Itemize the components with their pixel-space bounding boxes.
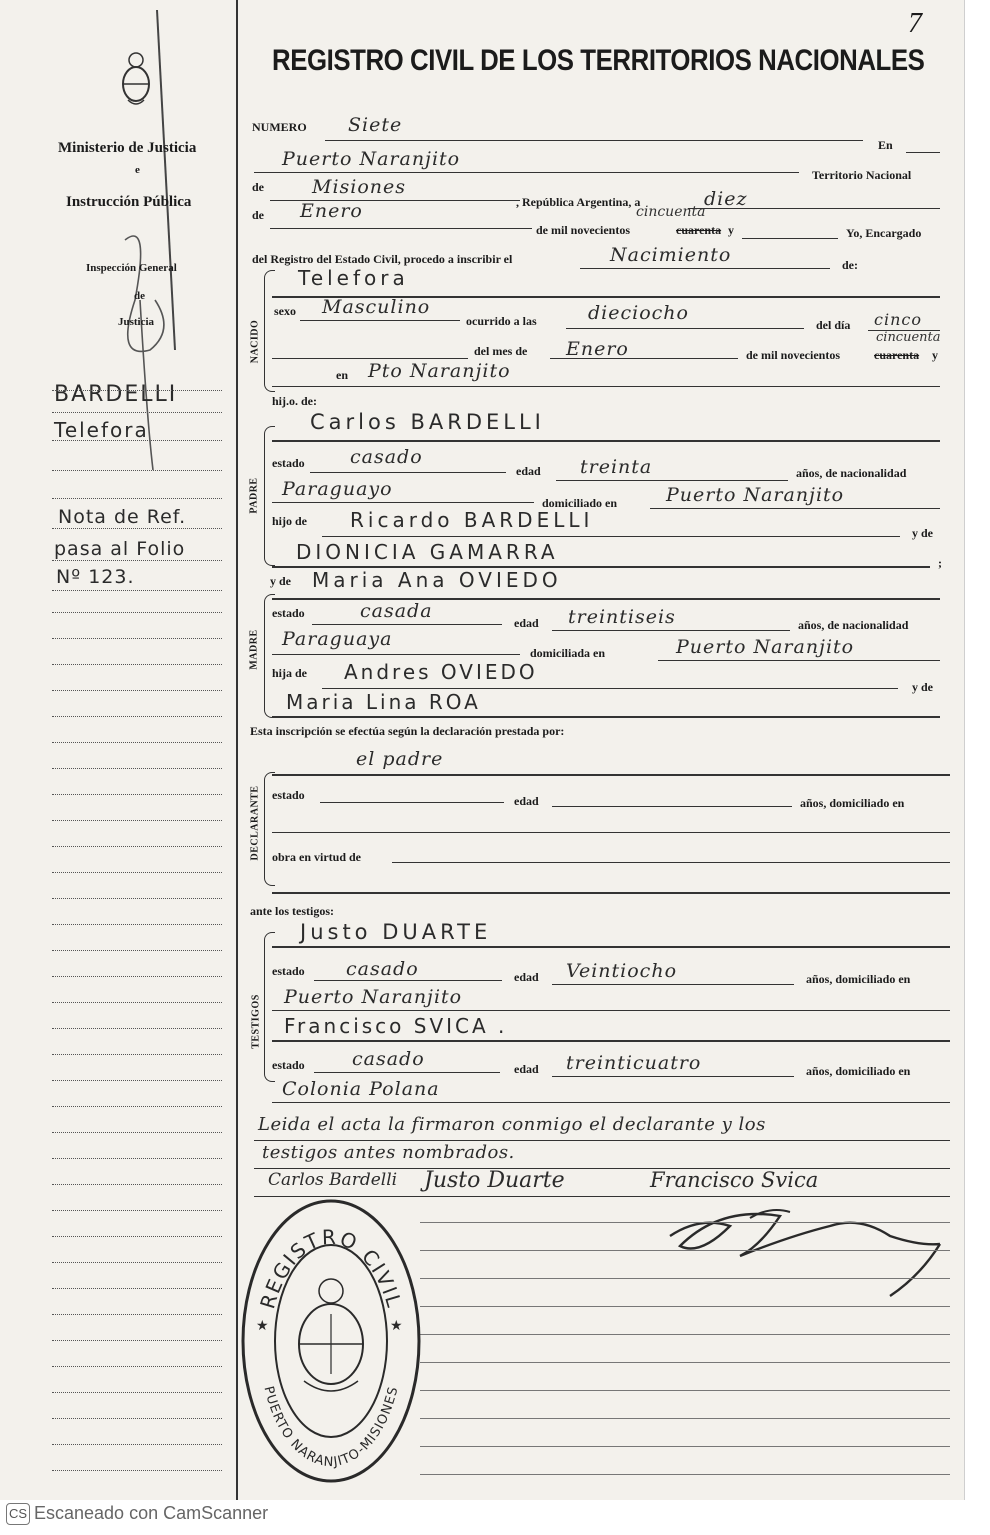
place-line bbox=[254, 172, 799, 173]
margin-rule bbox=[52, 1262, 222, 1263]
declarant-domicile-line bbox=[272, 832, 950, 833]
witness1-name-value: Justo DUARTE bbox=[300, 920, 492, 944]
margin-rule bbox=[52, 590, 222, 591]
mother-father-value: Andres OVIEDO bbox=[344, 660, 538, 684]
nacido-bracket bbox=[264, 270, 275, 392]
officer-signature bbox=[660, 1196, 960, 1306]
de-label: de bbox=[252, 180, 264, 194]
mother-father-line bbox=[322, 688, 898, 689]
margin-rule bbox=[52, 1314, 222, 1315]
stamp-emblem-icon bbox=[299, 1279, 363, 1391]
witness1-edad-value: Veintiocho bbox=[566, 960, 678, 982]
father-nationality-line bbox=[272, 502, 534, 503]
testigos-label: ante los testigos: bbox=[250, 904, 334, 918]
witness1-domicile-line bbox=[272, 1010, 950, 1011]
de-label-2: de bbox=[252, 208, 264, 222]
witness2-edad-line bbox=[552, 1076, 794, 1077]
witness1-estado-value: casado bbox=[346, 958, 419, 980]
declarant-line bbox=[272, 774, 950, 776]
declarant-edad-line bbox=[552, 806, 792, 807]
mother-anos-label: años, de nacionalidad bbox=[798, 618, 909, 632]
father-edad-label: edad bbox=[516, 464, 541, 478]
margin-rule bbox=[52, 898, 222, 899]
witness2-name-line bbox=[272, 1040, 950, 1042]
act-type-value: Nacimiento bbox=[610, 244, 732, 266]
body-rule bbox=[420, 1222, 950, 1223]
witness2-edad-value: treinticuatro bbox=[566, 1052, 702, 1074]
mother-edad-label: edad bbox=[514, 616, 539, 630]
mother-y-de-label: y de bbox=[270, 574, 291, 588]
father-estado-value: casado bbox=[350, 446, 423, 468]
witness1-edad-label: edad bbox=[514, 970, 539, 984]
en-label-2: en bbox=[336, 368, 348, 382]
margin-surname: BARDELLI bbox=[54, 382, 178, 407]
territory-value: Misiones bbox=[312, 176, 407, 198]
birth-year-struck: cuarenta bbox=[874, 348, 920, 362]
declaracion-label: Esta inscripción se efectúa según la declaración prestada por: bbox=[250, 724, 565, 738]
stamp-star-left-icon: ★ bbox=[256, 1319, 269, 1334]
witness1-estado-label: estado bbox=[272, 964, 305, 978]
encargado-label: Yo, Encargado bbox=[846, 226, 922, 240]
margin-rule bbox=[52, 1158, 222, 1159]
mother-estado-label: estado bbox=[272, 606, 305, 620]
body-rule bbox=[420, 1250, 950, 1251]
birth-place-line bbox=[272, 386, 940, 387]
place-value: Puerto Naranjito bbox=[282, 148, 461, 170]
mother-domicile-line bbox=[658, 660, 940, 661]
year-label-a: de mil novecientos bbox=[536, 223, 630, 237]
day-line bbox=[688, 208, 940, 209]
margin-rule bbox=[52, 1028, 222, 1029]
year-label-b: y bbox=[728, 223, 734, 237]
en-label: En bbox=[878, 138, 893, 152]
page-right-edge bbox=[964, 0, 990, 1500]
registro-civil-stamp bbox=[238, 1196, 424, 1486]
obra-label: obra en virtud de bbox=[272, 850, 362, 864]
margin-note-line1: Nota de Ref. bbox=[58, 506, 187, 528]
margin-rule bbox=[52, 1340, 222, 1341]
margin-rule bbox=[52, 1132, 222, 1133]
registro-label: del Registro del Estado Civil, procedo a inscribir el bbox=[252, 252, 513, 266]
margin-rule bbox=[52, 1002, 222, 1003]
father-anos-label: años, de nacionalidad bbox=[796, 466, 907, 480]
de-colon-label: de: bbox=[842, 258, 858, 272]
father-name-value: Carlos BARDELLI bbox=[310, 410, 545, 434]
closing-line2-rule bbox=[254, 1168, 950, 1169]
father-estado-line bbox=[310, 472, 506, 473]
birth-year-label: de mil novecientos bbox=[746, 348, 840, 362]
hour-line bbox=[566, 328, 804, 329]
sexo-label: sexo bbox=[274, 304, 296, 318]
margin-rule bbox=[52, 794, 222, 795]
father-mother-value: DIONICIA GAMARRA bbox=[296, 540, 559, 564]
margin-rule bbox=[52, 1080, 222, 1081]
hour-value: dieciocho bbox=[588, 302, 689, 324]
margin-rule bbox=[52, 924, 222, 925]
mother-y-de-label-2: y de bbox=[912, 680, 933, 694]
margin-rule bbox=[52, 1288, 222, 1289]
birth-place-value: Pto Naranjito bbox=[368, 360, 511, 382]
declarante-tag: DECLARANTE bbox=[249, 785, 261, 861]
margin-rule bbox=[52, 1210, 222, 1211]
margin-note-line3: Nº 123. bbox=[56, 566, 135, 588]
mother-nationality-value: Paraguaya bbox=[282, 628, 393, 650]
signature-3: Francisco Svica bbox=[650, 1168, 819, 1192]
declarant-estado-label: estado bbox=[272, 788, 305, 802]
father-father-line bbox=[322, 536, 900, 537]
margin-rule bbox=[52, 1236, 222, 1237]
sexo-value: Masculino bbox=[322, 296, 431, 318]
day-value: diez bbox=[704, 188, 748, 210]
territorio-label: Territorio Nacional bbox=[812, 168, 912, 182]
margin-rule bbox=[52, 1418, 222, 1419]
declarant-anos-label: años, domiciliado en bbox=[800, 796, 905, 810]
margin-rule bbox=[52, 872, 222, 873]
numero-value: Siete bbox=[348, 114, 403, 136]
inspeccion-line2: Justicia bbox=[118, 316, 155, 328]
margin-rule bbox=[52, 820, 222, 821]
ministry-e: e bbox=[135, 164, 140, 176]
padre-bracket bbox=[264, 426, 275, 566]
en-line bbox=[906, 152, 940, 153]
signature-1: Carlos Bardelli bbox=[268, 1170, 398, 1190]
page-title: REGISTRO CIVIL DE LOS TERRITORIOS NACIONALES bbox=[272, 44, 925, 77]
mother-mother-value: Maria Lina ROA bbox=[286, 690, 481, 714]
birth-month-line bbox=[550, 358, 738, 359]
ministry-line1: Ministerio de Justicia bbox=[58, 140, 197, 156]
margin-rule bbox=[52, 664, 222, 665]
ocurrido-label: ocurrido a las bbox=[466, 314, 537, 328]
margin-rule bbox=[52, 528, 222, 529]
declarant-edad-label: edad bbox=[514, 794, 539, 808]
stamp-bottom-text: PUERTO NARANJITO-MISIONES bbox=[260, 1384, 402, 1471]
witness1-estado-line bbox=[314, 980, 502, 981]
witness1-name-line bbox=[272, 946, 950, 948]
witness2-estado-line bbox=[314, 1072, 500, 1073]
margin-note-line2: pasa al Folio bbox=[54, 538, 186, 560]
father-domiciliado-label: domiciliado en bbox=[542, 496, 618, 510]
obra-line bbox=[392, 862, 950, 863]
margin-rule bbox=[52, 690, 222, 691]
numero-line bbox=[325, 140, 863, 141]
svg-text:REGISTRO CIVIL bbox=[255, 1225, 407, 1312]
margin-rule bbox=[52, 1470, 222, 1471]
margin-rule bbox=[52, 498, 222, 499]
inspeccion-line1: Inspección General bbox=[86, 262, 177, 274]
margin-rule bbox=[52, 846, 222, 847]
year-value: cincuenta bbox=[636, 204, 706, 220]
witness2-edad-label: edad bbox=[514, 1062, 539, 1076]
body-rule bbox=[420, 1362, 950, 1363]
margin-rule bbox=[52, 742, 222, 743]
father-estado-label: estado bbox=[272, 456, 305, 470]
nacido-tag: NACIDO bbox=[249, 319, 261, 364]
witness2-anos-label: años, domiciliado en bbox=[806, 1064, 911, 1078]
republica-label: , República Argentina, a bbox=[516, 195, 641, 209]
mother-hija-de-label: hija de bbox=[272, 666, 308, 680]
margin-rule bbox=[52, 638, 222, 639]
witness2-estado-value: casado bbox=[352, 1048, 425, 1070]
act-type-line bbox=[580, 268, 830, 269]
camscanner-label: Escaneado con CamScanner bbox=[34, 1503, 269, 1523]
mother-edad-value: treintiseis bbox=[568, 606, 676, 628]
hijo-de-label: hij.o. de: bbox=[272, 394, 317, 408]
del-mes-label: del mes de bbox=[474, 344, 528, 358]
father-hijo-de-label: hijo de bbox=[272, 514, 308, 528]
mother-estado-line bbox=[312, 624, 502, 625]
mother-estado-value: casada bbox=[360, 600, 433, 622]
page-number: 7 bbox=[908, 8, 922, 39]
child-name-value: Telefora bbox=[298, 266, 409, 290]
stamp-top-text: REGISTRO CIVIL bbox=[255, 1224, 407, 1312]
birth-year-y: y bbox=[932, 348, 938, 362]
body-rule bbox=[420, 1390, 950, 1391]
witness1-domicile-value: Puerto Naranjito bbox=[284, 986, 463, 1008]
body-rule bbox=[420, 1418, 950, 1419]
margin-rule bbox=[52, 716, 222, 717]
margin-rule bbox=[52, 1392, 222, 1393]
father-edad-value: treinta bbox=[580, 456, 653, 478]
margin-rule bbox=[52, 1106, 222, 1107]
sexo-line bbox=[300, 320, 460, 321]
declarant-value: el padre bbox=[356, 748, 444, 770]
mother-mother-line bbox=[272, 716, 940, 718]
father-domicile-value: Puerto Naranjito bbox=[666, 484, 845, 506]
closing-line1-rule bbox=[254, 1140, 950, 1141]
del-mes-pre-line bbox=[272, 358, 468, 359]
witness1-edad-line bbox=[552, 984, 794, 985]
year-struck: cuarenta bbox=[676, 223, 722, 237]
margin-rule bbox=[52, 470, 222, 471]
declarant-estado-line bbox=[320, 802, 504, 803]
witness1-anos-label: años, domiciliado en bbox=[806, 972, 911, 986]
body-rule bbox=[420, 1306, 950, 1307]
birth-month-value: Enero bbox=[566, 338, 629, 360]
camscanner-badge: CS bbox=[6, 1503, 30, 1525]
closing-line2: testigos antes nombrados. bbox=[262, 1142, 515, 1163]
inspeccion-de: de bbox=[134, 290, 145, 302]
birth-day-value: cinco bbox=[874, 310, 922, 329]
witness2-name-value: Francisco SVICA . bbox=[284, 1014, 508, 1038]
month-line bbox=[270, 228, 532, 229]
testigos-tag: TESTIGOS bbox=[250, 994, 262, 1049]
closing-line1: Leida el acta la firmaron conmigo el declarante y los bbox=[258, 1114, 766, 1135]
father-name-line bbox=[272, 440, 940, 442]
father-nationality-value: Paraguayo bbox=[282, 478, 393, 500]
father-y-de-label: y de bbox=[912, 526, 933, 540]
body-rule bbox=[420, 1278, 950, 1279]
father-father-value: Ricardo BARDELLI bbox=[350, 508, 594, 532]
year-line bbox=[742, 238, 838, 239]
margin-rule bbox=[52, 560, 222, 561]
stamp-star-right-icon: ★ bbox=[390, 1319, 403, 1334]
body-rule bbox=[420, 1474, 950, 1475]
margin-rule bbox=[52, 976, 222, 977]
father-domicile-line bbox=[650, 508, 940, 509]
margin-rule bbox=[52, 1054, 222, 1055]
father-edad-line bbox=[556, 480, 788, 481]
semicolon: ; bbox=[938, 556, 942, 570]
ministry-line2: Instrucción Pública bbox=[66, 194, 192, 210]
mother-nationality-line bbox=[272, 654, 520, 655]
numero-label: NUMERO bbox=[252, 120, 307, 134]
witness2-estado-label: estado bbox=[272, 1058, 305, 1072]
mother-edad-line bbox=[552, 630, 790, 631]
margin-rule bbox=[52, 440, 222, 441]
signature-2: Justo Duarte bbox=[424, 1168, 565, 1193]
margin-rule bbox=[52, 390, 222, 391]
margin-rule bbox=[52, 1444, 222, 1445]
mother-domicile-value: Puerto Naranjito bbox=[676, 636, 855, 658]
body-rule bbox=[420, 1334, 950, 1335]
month-value: Enero bbox=[300, 200, 363, 222]
margin-rule bbox=[52, 412, 222, 413]
margin-rule bbox=[52, 950, 222, 951]
del-dia-label: del día bbox=[816, 318, 851, 332]
witness2-domicile-line bbox=[272, 1102, 950, 1103]
margin-rule bbox=[52, 612, 222, 613]
birth-year-value: cincuenta bbox=[876, 330, 941, 345]
margin-rule bbox=[52, 768, 222, 769]
margin-rule bbox=[52, 1184, 222, 1185]
margin-given-name: Telefora bbox=[54, 418, 149, 442]
obra-line-2 bbox=[272, 892, 950, 894]
mother-name-value: Maria Ana OVIEDO bbox=[312, 568, 562, 592]
witness2-domicile-value: Colonia Polana bbox=[282, 1078, 440, 1100]
madre-tag: MADRE bbox=[248, 629, 260, 670]
body-rule bbox=[420, 1446, 950, 1447]
margin-rule bbox=[52, 1366, 222, 1367]
mother-domiciliada-label: domiciliada en bbox=[530, 646, 606, 660]
padre-tag: PADRE bbox=[248, 477, 260, 514]
